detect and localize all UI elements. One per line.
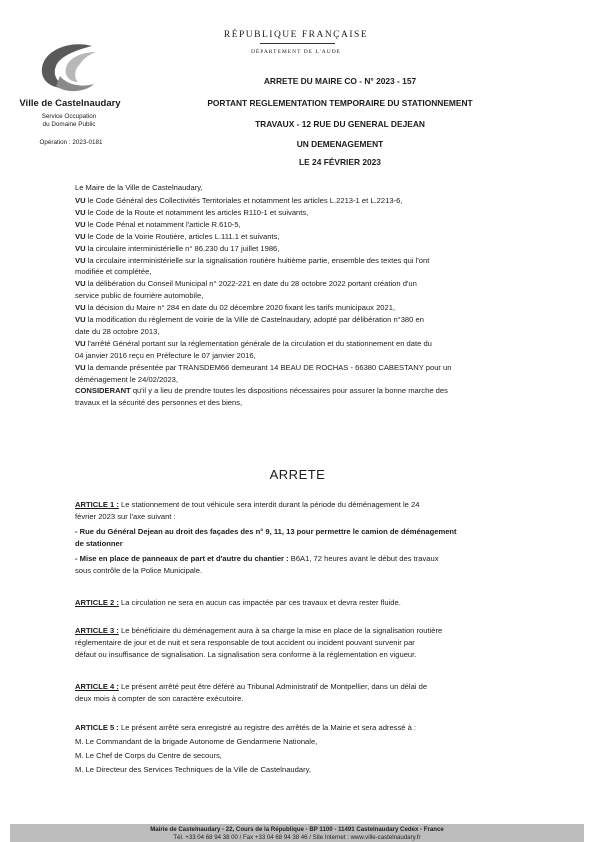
decree-nature: UN DEMENAGEMENT bbox=[296, 139, 384, 149]
visa-line bbox=[75, 327, 159, 337]
visa-line bbox=[75, 351, 256, 361]
visa-line bbox=[75, 220, 241, 230]
visa-text: déménagement le 24/02/2023, bbox=[75, 374, 179, 384]
department-name: DÉPARTEMENT DE L'AUDE bbox=[250, 49, 342, 55]
article-4-line-1 bbox=[75, 682, 427, 692]
article-5-line-1 bbox=[75, 723, 416, 733]
visa-line bbox=[75, 279, 417, 289]
service-line-1: Service Occupation bbox=[41, 113, 97, 120]
article-5-text-1: Le présent arrêté sera enregistré au registre des arrêtés de la Mairie et sera adressé à : bbox=[118, 723, 417, 732]
visa-keyword: VU bbox=[75, 243, 86, 253]
visa-text: 04 janvier 2016 reçu en Préfecture le 07 janvier 2016, bbox=[75, 350, 256, 360]
republic-title: RÉPUBLIQUE FRANÇAISE bbox=[223, 30, 369, 40]
arrete-heading: ARRETE bbox=[269, 467, 326, 482]
visa-line bbox=[75, 315, 424, 325]
visa-line bbox=[75, 208, 308, 218]
footer-address: Mairie de Castelnaudary - 22, Cours de la République - BP 1100 - 11491 Castelnaudary Cedex - France bbox=[150, 826, 444, 833]
visa-text: la circulaire interministérielle sur la signalisation routière huitième partie, ensemble des textes qui l'ont bbox=[85, 255, 430, 265]
article-2-text: La circulation ne sera en aucun cas impactée par ces travaux et devra rester fluide. bbox=[118, 598, 401, 607]
visa-text: la modification du règlement de voirie de la Ville de Castelnaudary, adopté par délibération n°380 en bbox=[85, 315, 424, 324]
article-1-label: ARTICLE 1 : bbox=[75, 500, 119, 509]
article-5-line-4: M. Le Directeur des Services Techniques de la Ville de Castelnaudary, bbox=[75, 765, 311, 774]
visa-keyword: VU bbox=[75, 279, 86, 289]
visa-line bbox=[75, 267, 151, 277]
article-3-text-1: Le bénéficiaire du déménagement aura à sa charge la mise en place de la signalisation routière bbox=[118, 626, 443, 635]
article-2-label: ARTICLE 2 : bbox=[75, 598, 119, 607]
visa-line bbox=[75, 339, 432, 349]
visa-text: le Code de la Route et notamment les articles R110-1 et suivants, bbox=[85, 207, 309, 217]
republic-divider bbox=[260, 43, 335, 44]
article-1-line-3: - Rue du Général Dejean au droit des façades des n° 9, 11, 13 pour permettre le camion de déménagement bbox=[75, 527, 457, 536]
visa-keyword: VU bbox=[75, 255, 86, 265]
visa-text: la délibération du Conseil Municipal n° 2022-221 en date du 28 octobre 2022 portant création d'un bbox=[85, 279, 417, 289]
article-5-line-3: M. Le Chef de Corps du Centre de secours, bbox=[75, 751, 222, 760]
visa-line bbox=[75, 398, 242, 408]
visa-keyword: VU bbox=[75, 196, 86, 205]
visa-line bbox=[75, 386, 448, 396]
article-1-line-1 bbox=[75, 500, 419, 510]
decree-date: LE 24 FÉVRIER 2023 bbox=[299, 157, 381, 167]
article-1-signage: - Mise en place de panneaux de part et d'autre du chantier : bbox=[75, 554, 289, 563]
visa-line bbox=[75, 244, 279, 254]
article-1-signage-detail: B6A1, 72 heures avant le début des travaux bbox=[288, 554, 439, 563]
article-4-text-1: Le présent arrêté peut être déféré au Tribunal Administratif de Montpellier, dans un délai de bbox=[118, 682, 428, 691]
visa-line bbox=[75, 232, 279, 242]
article-4-line-2: deux mois à compter de son caractère exécutoire. bbox=[75, 694, 244, 703]
article-1-line-4: de stationner bbox=[75, 539, 123, 548]
visa-line bbox=[75, 375, 178, 385]
visa-line bbox=[75, 303, 395, 313]
visa-line bbox=[75, 291, 203, 301]
visa-line bbox=[75, 256, 429, 266]
town-name: Ville de Castelnaudary bbox=[19, 98, 121, 109]
decree-number: ARRETE DU MAIRE CO - N° 2023 - 157 bbox=[263, 76, 417, 86]
article-1-line-6: sous contrôle de la Police Municipale. bbox=[75, 566, 203, 575]
visa-keyword: VU bbox=[75, 219, 86, 229]
visa-text: l'arrêté Général portant sur la réglementation générale de la circulation et du stationnement en date du bbox=[85, 338, 432, 348]
castelnaudary-logo bbox=[30, 38, 120, 98]
visa-text: le Code Général des Collectivités Territoriales et notamment les articles L.2213-1 et L.2213-6, bbox=[85, 196, 403, 205]
article-5-label: ARTICLE 5 : bbox=[75, 723, 119, 732]
operation-number: Opération : 2023-0181 bbox=[39, 139, 103, 146]
visa-keyword: VU bbox=[75, 303, 86, 313]
visa-line bbox=[75, 196, 402, 206]
service-line-2: du Domaine Public bbox=[42, 121, 96, 128]
visa-line bbox=[75, 363, 452, 373]
visa-text: service public de fourrière automobile, bbox=[75, 291, 204, 301]
visa-text: modifiée et complétée, bbox=[75, 267, 152, 277]
visa-text: la demande présentée par TRANSDEM66 demeurant 14 BEAU DE ROCHAS - 66380 CABESTANY pour un bbox=[85, 362, 452, 372]
visa-text: la circulaire interministérielle n° 86.230 du 17 juillet 1986, bbox=[85, 243, 280, 253]
article-4-label: ARTICLE 4 : bbox=[75, 682, 119, 691]
visa-text: qu'il y a lieu de prendre toutes les dispositions nécessaires pour assurer la bonne marche des bbox=[130, 386, 448, 396]
article-1-text-1: Le stationnement de tout véhicule sera interdit durant la période du déménagement le 24 bbox=[118, 500, 420, 509]
intro-line: Le Maire de la Ville de Castelnaudary, bbox=[75, 183, 203, 192]
visa-keyword: VU bbox=[75, 338, 86, 348]
decree-subject: PORTANT REGLEMENTATION TEMPORAIRE DU STATIONNEMENT bbox=[207, 98, 473, 108]
visa-keyword: CONSIDERANT bbox=[75, 386, 131, 396]
article-1-line-2: février 2023 sur l'axe suivant : bbox=[75, 512, 176, 521]
article-3-line-1 bbox=[75, 626, 442, 636]
visa-text: le Code Pénal et notamment l'article R.610-5, bbox=[85, 219, 241, 229]
decree-works: TRAVAUX - 12 RUE DU GENERAL DEJEAN bbox=[255, 119, 425, 129]
visa-text: date du 28 octobre 2013, bbox=[75, 326, 160, 336]
visa-keyword: VU bbox=[75, 207, 86, 217]
visa-keyword: VU bbox=[75, 315, 86, 324]
article-2 bbox=[75, 598, 401, 608]
article-3-label: ARTICLE 3 : bbox=[75, 626, 119, 635]
footer-contact: Tél. +33 04 68 94 38 00 / Fax +33 04 68 94 38 46 / Site Internet : www.ville-castelnaudary.fr bbox=[173, 834, 421, 841]
visa-keyword: VU bbox=[75, 231, 86, 241]
article-5-line-2: M. Le Commandant de la brigade Autonome de Gendarmerie Nationale, bbox=[75, 737, 318, 746]
visa-text: travaux et la sécurité des personnes et des biens, bbox=[75, 398, 243, 408]
visa-text: la décision du Maire n° 284 en date du 02 décembre 2020 fixant les tarifs municipaux 2021, bbox=[85, 303, 396, 313]
visa-keyword: VU bbox=[75, 362, 86, 372]
article-3-line-3: défaut ou insuffisance de signalisation. La signalisation sera conforme à la réglementation en vigueur. bbox=[75, 650, 417, 659]
article-1-line-5 bbox=[75, 554, 439, 564]
article-3-line-2: réglementaire de jour et de nuit et sera responsable de tout accident ou incident pouvant survenir par bbox=[75, 638, 415, 647]
visa-text: le Code de la Voirie Routière, articles L.111.1 et suivants, bbox=[85, 231, 280, 241]
service-name bbox=[26, 113, 112, 129]
